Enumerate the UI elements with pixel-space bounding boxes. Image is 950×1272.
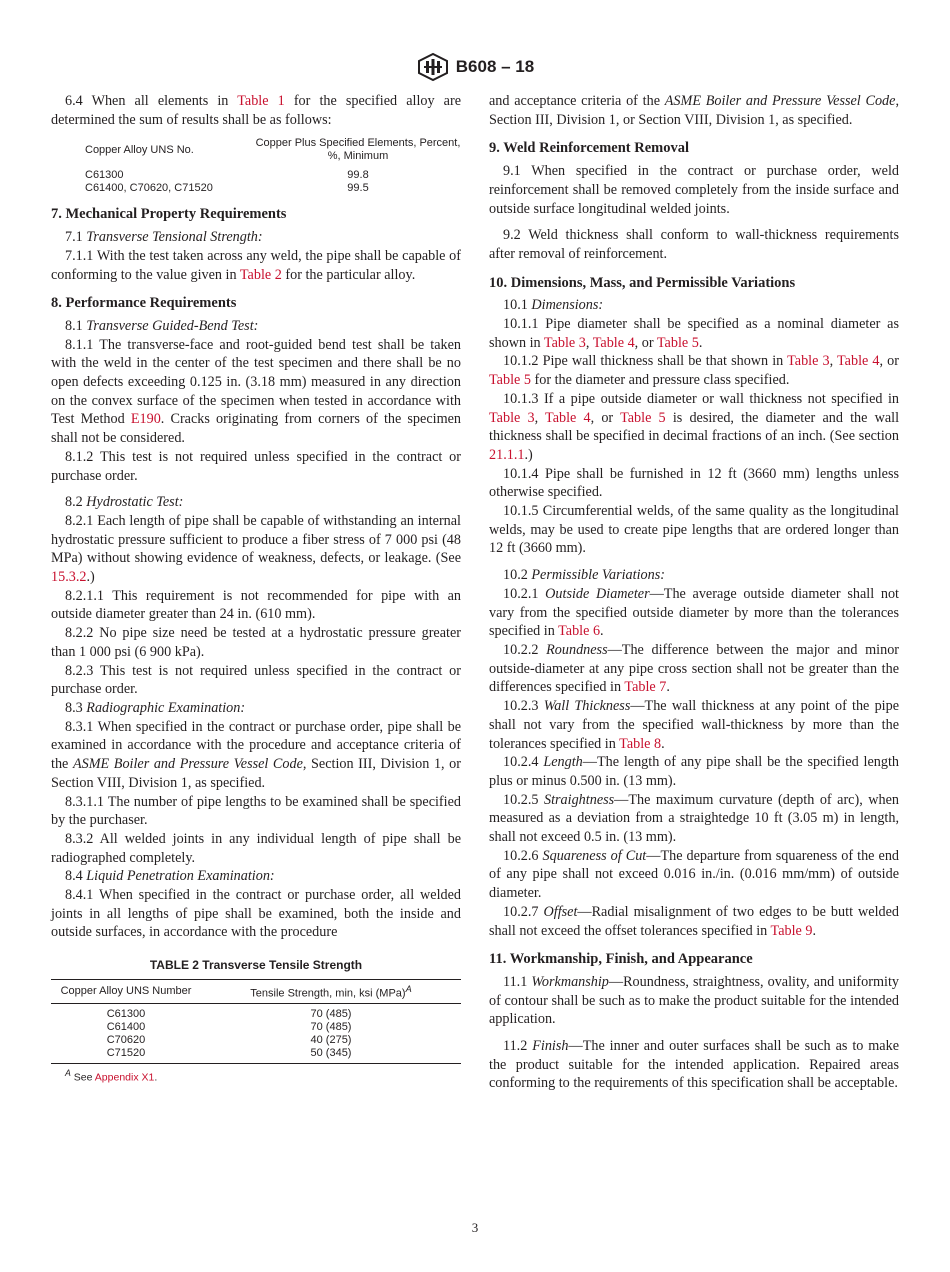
section-10-heading: 10. Dimensions, Mass, and Permissible Variations <box>489 274 796 291</box>
para-10-2: 10.2 Permissible Variations: <box>503 567 665 584</box>
para-10-2-6: 10.2.6 Squareness of Cut—The departure from squareness of the end of any pipe shall not exceed 0.016 in./in. (0.016 mm/mm) of outside diameter. <box>489 847 900 902</box>
para-8-4-1-continued: and acceptance criteria of the ASME Boiler and Pressure Vessel Code, Section III, Division 1, or Section VIII, Division 1, as specified. <box>489 93 899 128</box>
para-8-2-2: 8.2.2 No pipe size need be tested at a hydrostatic pressure greater than 1 000 psi (6 900 kPa). <box>51 625 461 660</box>
para-8-2: 8.2 Hydrostatic Test: <box>65 494 184 511</box>
table1-col2-header: Copper Plus Specified Elements, Percent, %, Minimum <box>255 137 461 163</box>
para-7-1-1: 7.1.1 With the test taken across any weld, the pipe shall be capable of conforming to the value given in Table 2 for the particular alloy. <box>51 247 461 283</box>
table1-alloy: C61400, C70620, C71520 <box>85 182 213 195</box>
left-column <box>51 92 461 1088</box>
appendix-x1-link[interactable]: Appendix X1 <box>94 1071 155 1084</box>
para-8-3-1-1: 8.3.1.1 The number of pipe lengths to be examined shall be specified by the purchaser. <box>51 793 461 829</box>
table-2-caption: TABLE 2 Transverse Tensile Strength <box>149 958 363 973</box>
para-10-1-5: 10.1.5 Circumferential welds, of the same quality as the longitudinal welds, may be used to create pipe lengths that are ordered longer than 12 ft (3660 mm). <box>489 503 899 557</box>
table1-alloy: C61300 <box>85 169 124 182</box>
table-4-link[interactable]: Table 4 <box>545 409 591 426</box>
table-5-link[interactable]: Table 5 <box>620 409 666 426</box>
table-row <box>51 1021 461 1034</box>
para-10-2-1: 10.2.1 Outside Diameter—The average outside diameter shall not vary from the specified outside diameter by more than the tolerances specified in Table 6. <box>489 585 899 640</box>
table-2-link[interactable]: Table 2 <box>239 266 282 283</box>
table-row <box>81 182 461 195</box>
section-9-heading: 9. Weld Reinforcement Removal <box>489 140 690 157</box>
table2-value: 70 (485) <box>310 1021 352 1034</box>
para-10-1-3: 10.1.3 If a pipe outside diameter or wall thickness not specified in Table 3, Table 4, or Table 5 is desired, the diameter and the wall thickness shall be specified in decimal fractions of an inch. (See section 21.1.1.) <box>489 390 900 463</box>
e190-link[interactable]: E190 <box>130 411 161 428</box>
sum-of-results-table <box>81 137 461 195</box>
para-9-2: 9.2 Weld thickness shall conform to wall-thickness requirements after removal of reinforcement. <box>489 227 899 262</box>
para-6-4: 6.4 When all elements in Table 1 for the specified alloy are determined the sum of results shall be as follows: <box>51 93 461 128</box>
para-10-1-4: 10.1.4 Pipe shall be furnished in 12 ft (3660 mm) lengths unless otherwise specified. <box>489 465 899 501</box>
table-5-link[interactable]: Table 5 <box>656 334 699 351</box>
para-11-2: 11.2 Finish—The inner and outer surfaces shall be such as to make the product suitable for the intended application. Repaired areas conforming to the requirements of this specification shall be acceptable. <box>489 1038 899 1092</box>
para-8-3: 8.3 Radiographic Examination: <box>65 699 246 716</box>
section-15-3-2-link[interactable]: 15.3.2 <box>51 569 87 586</box>
para-7-1: 7.1 Transverse Tensional Strength: <box>65 229 263 246</box>
table-3-link[interactable]: Table 3 <box>543 334 586 351</box>
table1-value: 99.5 <box>347 182 369 195</box>
para-8-4-1: 8.4.1 When specified in the contract or purchase order, all welded joints in all lengths of pipe shall be examined, both the inside and outside surfaces, in accordance with the procedure <box>51 887 461 941</box>
table2-value: 70 (485) <box>310 1008 352 1021</box>
table-1-link[interactable]: Table 1 <box>237 93 285 109</box>
para-8-1: 8.1 Transverse Guided-Bend Test: <box>65 317 259 334</box>
table2-alloy: C61300 <box>106 1008 146 1021</box>
page-number: 3 <box>471 1220 479 1235</box>
para-8-1-1: 8.1.1 The transverse-face and root-guided bend test shall be taken with the weld in the center of the test specimen and there shall be no open defects exceeding 0.125 in. (3.18 mm) measured in any direction on the convex surface of the specimen when tested in accordance with Test Method E190. Cracks originating from corners of the specimen shall not be considered. <box>51 336 461 447</box>
table2-col2-header: Tensile Strength, min, ksi (MPa)$^A$ <box>201 979 461 1004</box>
para-9-1: 9.1 When specified in the contract or purchase order, weld reinforcement shall be removed completely from the inside surface and outside surface longitudinal welded joints. <box>489 163 899 217</box>
table-4-link[interactable]: Table 4 <box>837 353 880 370</box>
table-5-link[interactable]: Table 5 <box>489 372 531 389</box>
para-10-2-3: 10.2.3 Wall Thickness—The wall thickness at any point of the pipe shall not vary from the specified wall-thickness by more than the tolerances specified in Table 8. <box>489 698 899 752</box>
table-4-link[interactable]: Table 4 <box>592 334 635 351</box>
table1-value: 99.8 <box>347 169 369 182</box>
section-11-heading: 11. Workmanship, Finish, and Appearance <box>489 951 753 968</box>
table-7-link[interactable]: Table 7 <box>624 679 667 696</box>
table2-alloy: C70620 <box>106 1034 146 1047</box>
para-8-1-2: 8.1.2 This test is not required unless specified in the contract or purchase order. <box>51 448 461 484</box>
table-3-link[interactable]: Table 3 <box>489 409 535 426</box>
table-8-link[interactable]: Table 8 <box>619 735 662 752</box>
para-8-3-1: 8.3.1 When specified in the contract or purchase order, pipe shall be examined in accordance with the procedure and acceptance criteria of the ASME Boiler and Pressure Vessel Code, Section III, Division 1, or Section VIII, Division 1, as specified. <box>51 718 462 791</box>
para-10-1: 10.1 Dimensions: <box>503 297 604 314</box>
table-row <box>81 169 461 182</box>
para-11-1: 11.1 Workmanship—Roundness, straightness, ovality, and uniformity of contour shall be such as to make the product suitable for the intended application. <box>489 973 899 1028</box>
table-row <box>51 1047 461 1064</box>
right-column <box>489 92 899 1093</box>
page-header <box>0 52 950 82</box>
table-9-link[interactable]: Table 9 <box>770 922 813 939</box>
para-10-2-2: 10.2.2 Roundness—The difference between the major and minor outside-diameter at any pipe cross section shall not be greater than the differences specified in Table 7. <box>489 641 900 696</box>
table2-value: 50 (345) <box>201 1047 461 1064</box>
para-8-4: 8.4 Liquid Penetration Examination: <box>65 868 275 885</box>
document-title: B608 – 18 <box>455 57 535 76</box>
table-2-footnote: $^A$ See Appendix X1. <box>65 1068 158 1084</box>
para-10-1-1: 10.1.1 Pipe diameter shall be specified as a nominal diameter as shown in Table 3, Table 4, or Table 5. <box>489 316 899 351</box>
table2-col1-header: Copper Alloy UNS Number <box>51 979 201 1004</box>
section-7-heading: 7. Mechanical Property Requirements <box>51 206 287 223</box>
table-2 <box>51 956 461 1088</box>
table2-value: 40 (275) <box>310 1034 352 1047</box>
para-10-2-5: 10.2.5 Straightness—The maximum curvature (depth of arc), when measured as a deviation from a straightedge 10 ft (3.05 m) in length, shall not exceed 0.5 in. (13 mm). <box>489 791 900 846</box>
para-10-1-2: 10.1.2 Pipe wall thickness shall be that shown in Table 3, Table 4, or Table 5 for the diameter and pressure class specified. <box>489 353 899 389</box>
para-10-2-7: 10.2.7 Offset—Radial misalignment of two edges to be butt welded shall not exceed the offset tolerances specified in Table 9. <box>489 903 900 939</box>
section-21-1-1-link[interactable]: 21.1.1 <box>489 446 525 463</box>
table1-col1-header: Copper Alloy UNS No. <box>85 143 194 156</box>
table-6-link[interactable]: Table 6 <box>558 623 601 640</box>
astm-logo-icon <box>416 52 450 82</box>
para-8-2-1-1: 8.2.1.1 This requirement is not recommended for pipe with an outside diameter greater than 24 in. (610 mm). <box>51 587 461 623</box>
para-8-2-3: 8.2.3 This test is not required unless specified in the contract or purchase order. <box>51 662 461 698</box>
table2-alloy: C71520 <box>51 1047 201 1064</box>
para-8-3-2: 8.3.2 All welded joints in any individual length of pipe shall be radiographed completely. <box>51 830 461 866</box>
para-8-2-1: 8.2.1 Each length of pipe shall be capable of withstanding an internal hydrostatic pressure sufficient to produce a fiber stress of 7 000 psi (48 MPa) without showing evidence of weakness, defects, or leakage. (See 15.3.2.) <box>51 512 461 586</box>
section-8-heading: 8. Performance Requirements <box>51 295 237 312</box>
table-row <box>51 1004 461 1022</box>
table2-alloy: C61400 <box>106 1021 146 1034</box>
table-3-link[interactable]: Table 3 <box>787 353 830 370</box>
table-row <box>51 1034 461 1047</box>
para-10-2-4: 10.2.4 Length—The length of any pipe shall be the specified length plus or minus 0.500 in. (13 mm). <box>489 754 900 789</box>
